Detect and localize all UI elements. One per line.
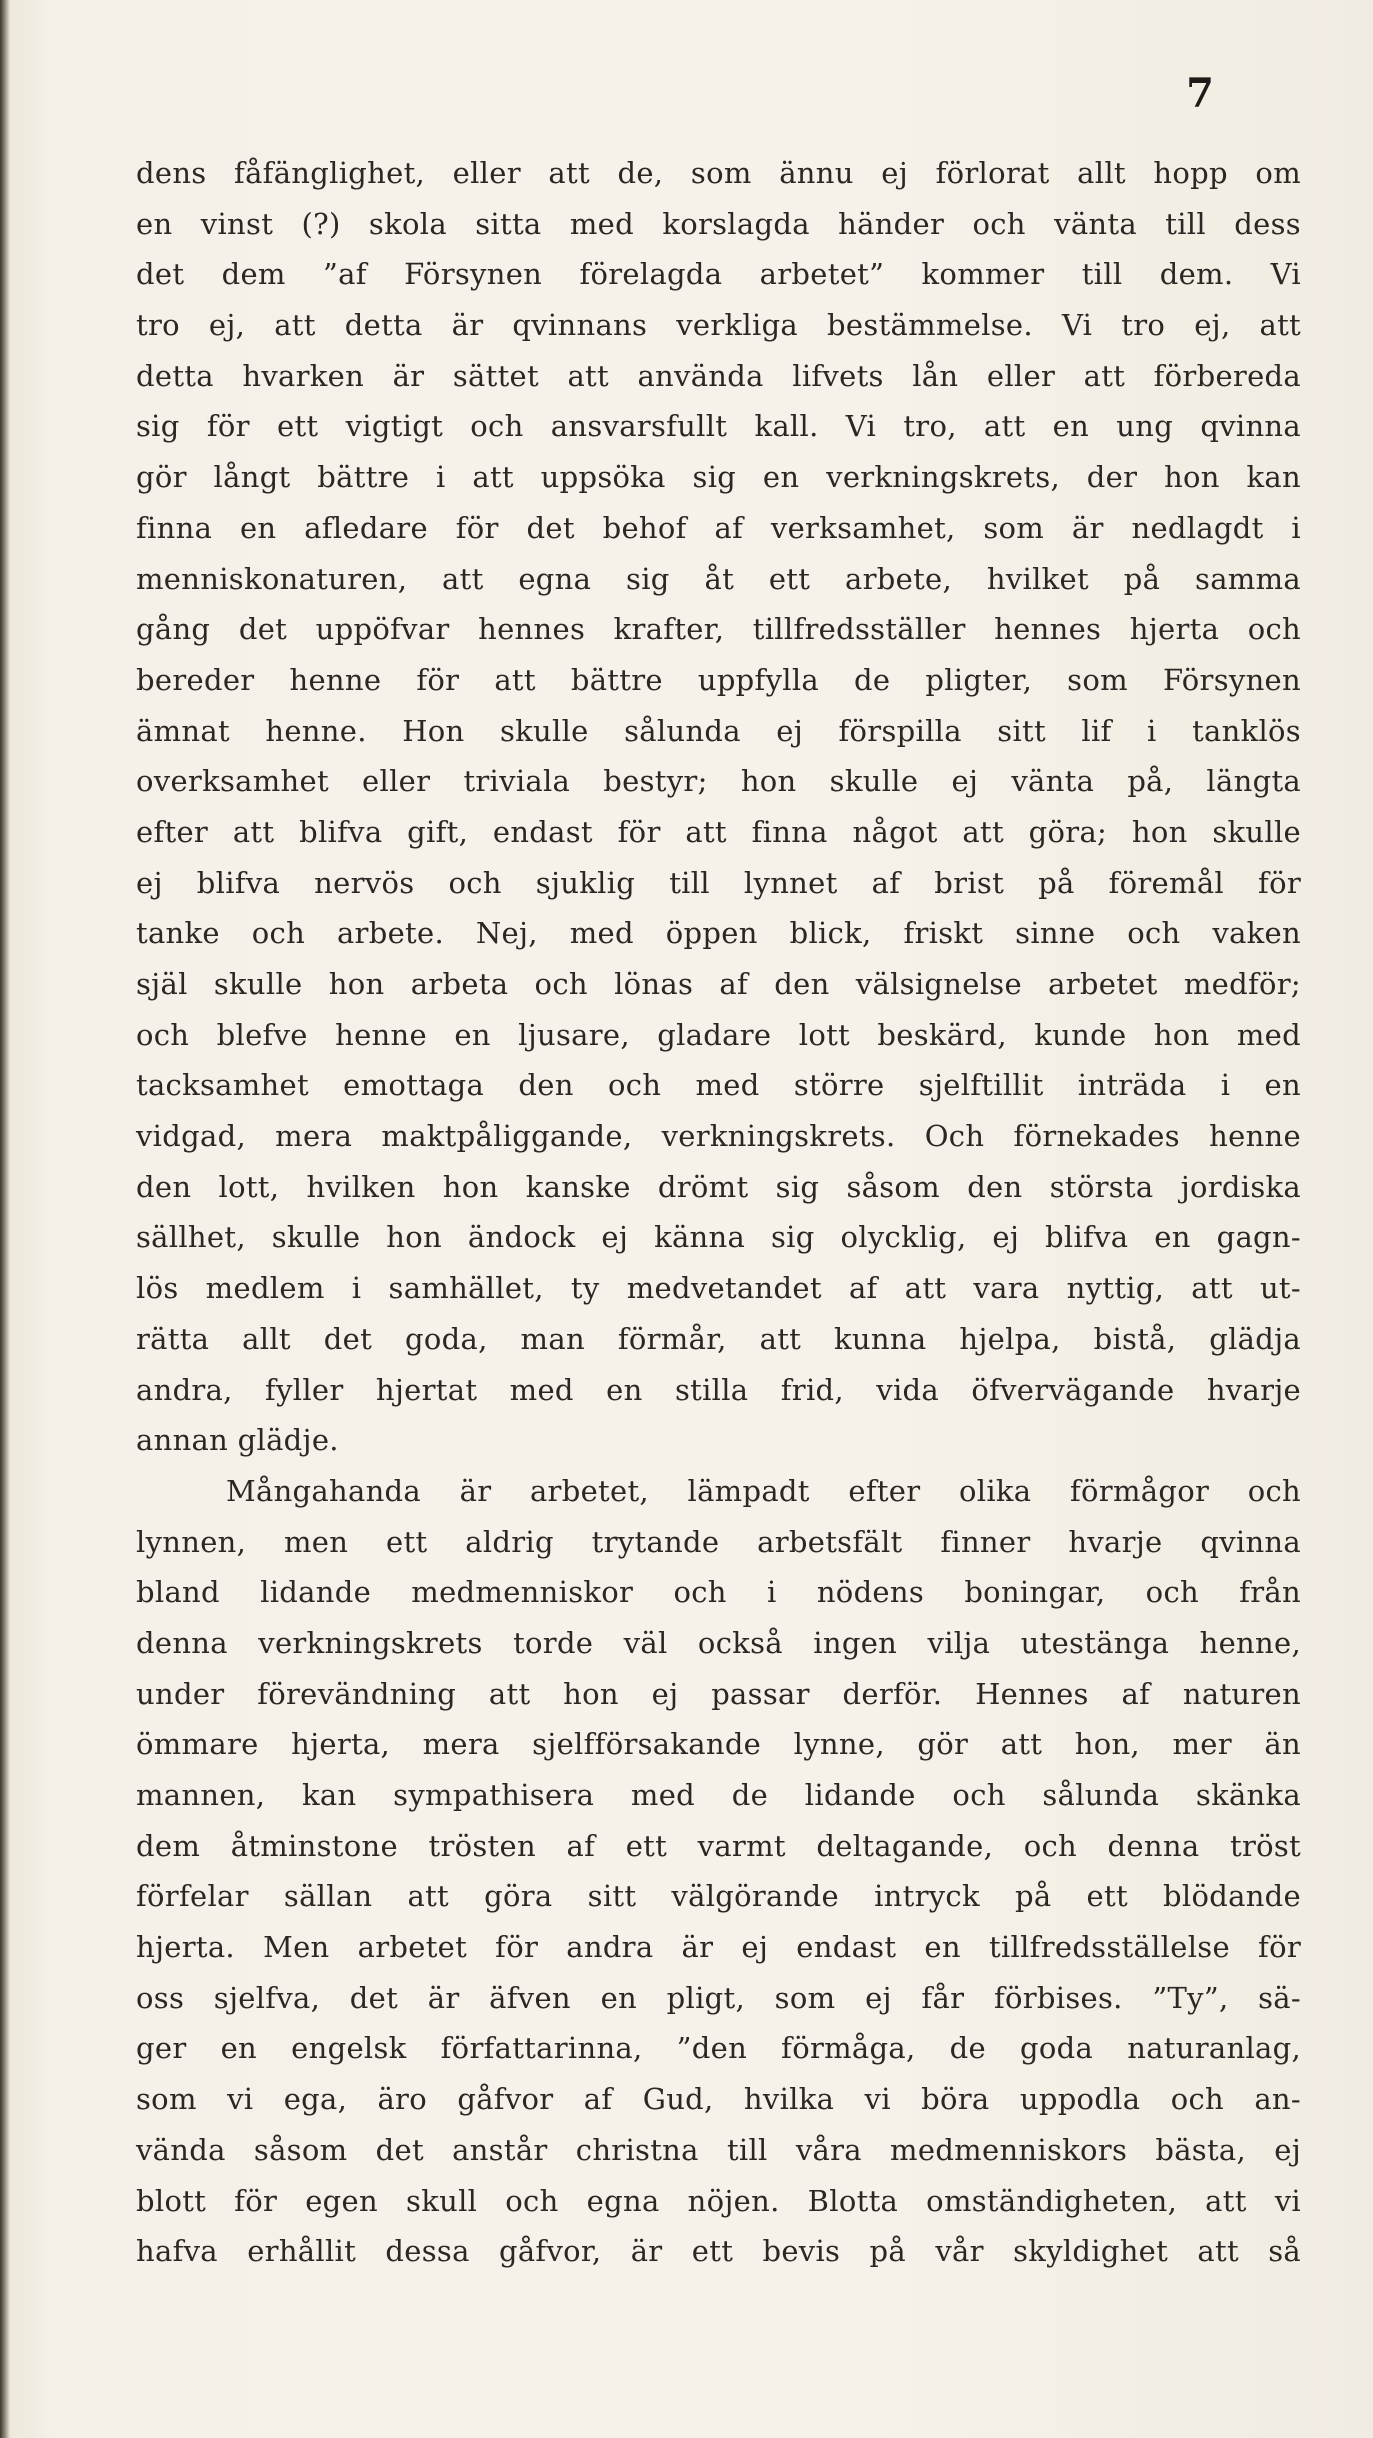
text-line: en vinst (?) skola sitta med korslagda händer och vänta till dess	[136, 206, 1301, 241]
text-line: lynnen, men ett aldrig trytande arbetsfält finner hvarje qvinna	[136, 1524, 1301, 1559]
text-line: hjerta. Men arbetet för andra är ej endast en tillfredsställelse för	[136, 1930, 1301, 1965]
text-line: blott för egen skull och egna nöjen. Blotta omständigheten, att vi	[136, 2183, 1301, 2218]
body-text	[136, 148, 1301, 2277]
text-line: ej blifva nervös och sjuklig till lynnet af brist på föremål för	[136, 865, 1301, 900]
text-line: overksamhet eller triviala bestyr; hon skulle ej vänta på, längta	[136, 764, 1301, 799]
text-line: ämnat henne. Hon skulle sålunda ej förspilla sitt lif i tanklös	[136, 713, 1301, 748]
text-line: finna en afledare för det behof af verksamhet, som är nedlagdt i	[136, 510, 1301, 545]
text-line: menniskonaturen, att egna sig åt ett arbete, hvilket på samma	[136, 561, 1301, 596]
text-line: tanke och arbete. Nej, med öppen blick, friskt sinne och vaken	[136, 916, 1301, 951]
text-line: detta hvarken är sättet att använda lifvets lån eller att förbereda	[136, 358, 1301, 393]
text-line: tacksamhet emottaga den och med större sjelftillit inträda i en	[136, 1068, 1301, 1103]
text-line-paragraph-start: Mångahanda är arbetet, lämpadt efter olika förmågor och	[226, 1473, 1301, 1508]
text-line: lös medlem i samhället, ty medvetandet af att vara nyttig, att ut-	[136, 1271, 1301, 1306]
text-line: bereder henne för att bättre uppfylla de pligter, som Försynen	[136, 662, 1301, 697]
text-line: oss sjelfva, det är äfven en pligt, som ej får förbises. ”Ty”, sä-	[136, 1980, 1301, 2015]
text-line: förfelar sällan att göra sitt välgörande intryck på ett blödande	[136, 1879, 1301, 1914]
text-line: hafva erhållit dessa gåfvor, är ett bevis på vår skyldighet att så	[136, 2234, 1301, 2269]
text-line: mannen, kan sympathisera med de lidande och sålunda skänka	[136, 1778, 1301, 1812]
text-line: tro ej, att detta är qvinnans verkliga bestämmelse. Vi tro ej, att	[136, 308, 1301, 343]
text-line: gång det uppöfvar hennes krafter, tillfredsställer hennes hjerta och	[136, 612, 1301, 647]
text-line: vända såsom det anstår christna till våra medmenniskors bästa, ej	[136, 2132, 1301, 2167]
text-line: det dem ”af Försynen förelagda arbetet” kommer till dem. Vi	[136, 257, 1301, 292]
text-line: andra, fyller hjertat med en stilla frid, vida öfvervägande hvarje	[136, 1372, 1301, 1407]
text-line: som vi ega, äro gåfvor af Gud, hvilka vi böra uppodla och an-	[136, 2082, 1301, 2117]
text-line: vidgad, mera maktpåliggande, verkningskrets. Och förnekades henne	[136, 1119, 1301, 1154]
text-line: rätta allt det goda, man förmår, att kunna hjelpa, bistå, glädja	[136, 1321, 1301, 1356]
text-line: sällhet, skulle hon ändock ej känna sig olycklig, ej blifva en gagn-	[136, 1220, 1301, 1255]
text-line: under förevändning att hon ej passar derför. Hennes af naturen	[136, 1676, 1301, 1711]
text-line: dens fåfänglighet, eller att de, som ännu ej förlorat allt hopp om	[136, 156, 1301, 190]
text-line: gör långt bättre i att uppsöka sig en verkningskrets, der hon kan	[136, 460, 1301, 495]
text-line: sig för ett vigtigt och ansvarsfullt kall. Vi tro, att en ung qvinna	[136, 409, 1301, 444]
text-line: bland lidande medmenniskor och i nödens boningar, och från	[136, 1575, 1301, 1610]
text-line: ömmare hjerta, mera sjelfförsakande lynne, gör att hon, mer än	[136, 1727, 1301, 1762]
text-line-paragraph-end: annan glädje.	[136, 1423, 339, 1458]
text-line: den lott, hvilken hon kanske drömt sig såsom den största jordiska	[136, 1169, 1301, 1204]
text-line: själ skulle hon arbeta och lönas af den välsignelse arbetet medför;	[136, 967, 1301, 1001]
page-number: 7	[1186, 70, 1214, 117]
text-line: denna verkningskrets torde väl också ingen vilja utestänga henne,	[136, 1625, 1301, 1660]
text-line: och blefve henne en ljusare, gladare lott beskärd, kunde hon med	[136, 1017, 1301, 1052]
text-line: efter att blifva gift, endast för att finna något att göra; hon skulle	[136, 814, 1301, 849]
page-spine-shadow	[0, 0, 10, 2438]
text-line: ger en engelsk författarinna, ”den förmåga, de goda naturanlag,	[136, 2031, 1301, 2066]
text-line: dem åtminstone trösten af ett varmt deltagande, och denna tröst	[136, 1828, 1301, 1863]
